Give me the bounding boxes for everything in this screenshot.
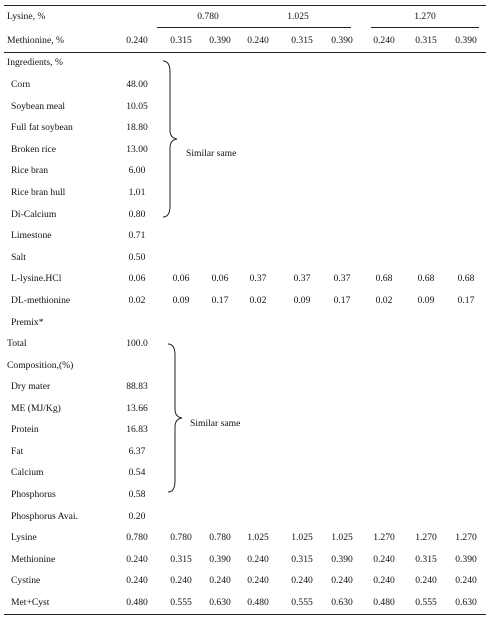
row-value: 0.09 bbox=[293, 295, 311, 306]
row-label: Full fat soybean bbox=[11, 122, 73, 134]
composition-section-label: Composition,(%) bbox=[7, 360, 74, 371]
lysine-header-label: Lysine, % bbox=[7, 11, 46, 22]
row-label: Phosphorus Avai. bbox=[11, 510, 78, 522]
row-value: 0.17 bbox=[333, 295, 351, 306]
row-value: 0.37 bbox=[293, 273, 311, 285]
row-value: 1.025 bbox=[331, 532, 353, 544]
row-value: 0.240 bbox=[247, 553, 269, 565]
row-label: Dry mater bbox=[11, 381, 51, 392]
row-value: 48.00 bbox=[126, 79, 148, 90]
row-value: 13.66 bbox=[126, 402, 148, 414]
row-value: 0.240 bbox=[170, 575, 192, 587]
row-value: 1.025 bbox=[247, 532, 269, 544]
table-top-rule bbox=[4, 5, 486, 6]
row-value: 16.83 bbox=[126, 424, 148, 436]
row-label: DL-methionine bbox=[11, 295, 71, 306]
row-value: 0.780 bbox=[209, 532, 231, 544]
row-value: 0.315 bbox=[291, 553, 313, 565]
methionine-level-cell: 0.315 bbox=[170, 35, 192, 46]
row-value: 0.37 bbox=[333, 273, 351, 285]
row-value: 6.00 bbox=[128, 165, 146, 177]
row-label: Calcium bbox=[11, 467, 44, 479]
row-value: 0.240 bbox=[126, 553, 148, 565]
row-value: 0.480 bbox=[373, 597, 395, 608]
row-value: 0.780 bbox=[170, 532, 192, 544]
row-value: 0.02 bbox=[128, 295, 146, 306]
row-value: 0.480 bbox=[247, 597, 269, 608]
methionine-level-cell: 0.390 bbox=[455, 35, 477, 46]
row-label: Protein bbox=[11, 424, 39, 436]
row-value: 1.01 bbox=[128, 187, 146, 198]
row-label: Limestone bbox=[11, 230, 52, 242]
row-label: Methionine bbox=[11, 553, 56, 565]
row-value: 0.54 bbox=[128, 467, 146, 479]
row-value: 0.240 bbox=[331, 575, 353, 587]
row-value: 1.270 bbox=[455, 532, 477, 544]
row-value: 0.240 bbox=[373, 575, 395, 587]
methionine-level-cell: 0.390 bbox=[331, 35, 353, 46]
row-value: 0.02 bbox=[249, 295, 267, 306]
lysine-group-rule-3 bbox=[371, 27, 479, 28]
row-value: 0.630 bbox=[455, 597, 477, 608]
row-value: 18.80 bbox=[126, 122, 148, 134]
row-value: 0.68 bbox=[457, 273, 475, 285]
total-value: 100.0 bbox=[126, 338, 148, 349]
row-value: 0.390 bbox=[209, 553, 231, 565]
row-value: 0.71 bbox=[128, 230, 146, 242]
lysine-level-3: 1.270 bbox=[414, 11, 436, 22]
lysine-level-1: 0.780 bbox=[197, 11, 219, 22]
row-value: 0.630 bbox=[331, 597, 353, 608]
row-label: Soybean meal bbox=[11, 100, 66, 112]
methionine-level-cell: 0.390 bbox=[209, 35, 231, 46]
row-value: 0.555 bbox=[170, 597, 192, 608]
composition-brace bbox=[165, 343, 185, 493]
row-value: 0.480 bbox=[126, 597, 148, 608]
row-value: 0.20 bbox=[128, 510, 146, 522]
row-label: Di-Calcium bbox=[11, 208, 57, 220]
ingredients-brace bbox=[160, 60, 180, 218]
row-value: 0.02 bbox=[375, 295, 393, 306]
row-value: 0.68 bbox=[375, 273, 393, 285]
composition-note: Similar same bbox=[190, 418, 241, 429]
row-value: 0.315 bbox=[170, 553, 192, 565]
row-label: Premix* bbox=[11, 316, 44, 328]
row-value: 0.555 bbox=[415, 597, 437, 608]
row-value: 1.270 bbox=[373, 532, 395, 544]
header-bottom-rule bbox=[4, 52, 486, 53]
row-label: Fat bbox=[11, 445, 24, 457]
row-value: 0.09 bbox=[417, 295, 435, 306]
row-value: 0.630 bbox=[209, 597, 231, 608]
row-value: 0.390 bbox=[331, 553, 353, 565]
row-value: 0.09 bbox=[172, 295, 190, 306]
table-bottom-rule bbox=[4, 614, 486, 615]
methionine-level-cell: 0.240 bbox=[126, 35, 148, 46]
row-value: 0.555 bbox=[291, 597, 313, 608]
row-value: 13.00 bbox=[126, 143, 148, 155]
lysine-group-rule-2 bbox=[246, 27, 351, 28]
row-value: 0.390 bbox=[455, 553, 477, 565]
row-label: Met+Cyst bbox=[11, 597, 50, 608]
row-value: 0.240 bbox=[291, 575, 313, 587]
methionine-level-cell: 0.240 bbox=[373, 35, 395, 46]
row-label: Salt bbox=[11, 251, 26, 263]
row-value: 0.240 bbox=[209, 575, 231, 587]
row-label: L-lysine.HCl bbox=[11, 273, 62, 285]
row-value: 88.83 bbox=[126, 381, 148, 392]
row-value: 0.80 bbox=[128, 208, 146, 220]
row-value: 0.37 bbox=[249, 273, 267, 285]
row-value: 0.58 bbox=[128, 489, 146, 500]
row-value: 6.37 bbox=[128, 445, 146, 457]
row-label: Rice bran bbox=[11, 165, 49, 177]
row-value: 0.240 bbox=[455, 575, 477, 587]
row-label: Corn bbox=[11, 79, 31, 90]
methionine-header-label: Methionine, % bbox=[7, 35, 65, 46]
row-label: Rice bran hull bbox=[11, 187, 66, 198]
row-value: 1.025 bbox=[291, 532, 313, 544]
total-label: Total bbox=[7, 338, 27, 349]
row-value: 10.05 bbox=[126, 100, 148, 112]
row-label: Cystine bbox=[11, 575, 41, 587]
ingredients-section-label: Ingredients, % bbox=[7, 57, 63, 68]
ingredients-note: Similar same bbox=[186, 148, 237, 159]
row-value: 0.17 bbox=[457, 295, 475, 306]
row-value: 0.240 bbox=[415, 575, 437, 587]
row-value: 0.17 bbox=[211, 295, 229, 306]
row-value: 0.06 bbox=[172, 273, 190, 285]
row-value: 0.240 bbox=[247, 575, 269, 587]
row-value: 0.780 bbox=[126, 532, 148, 544]
row-value: 0.50 bbox=[128, 251, 146, 263]
row-label: Broken rice bbox=[11, 143, 57, 155]
row-value: 0.240 bbox=[126, 575, 148, 587]
row-value: 0.315 bbox=[415, 553, 437, 565]
methionine-level-cell: 0.315 bbox=[415, 35, 437, 46]
row-value: 0.240 bbox=[373, 553, 395, 565]
row-label: Lysine bbox=[11, 532, 37, 544]
row-value: 0.06 bbox=[128, 273, 146, 285]
row-value: 0.68 bbox=[417, 273, 435, 285]
methionine-level-cell: 0.240 bbox=[247, 35, 269, 46]
methionine-level-cell: 0.315 bbox=[291, 35, 313, 46]
row-value: 1.270 bbox=[415, 532, 437, 544]
lysine-level-2: 1.025 bbox=[287, 11, 309, 22]
row-label: Phosphorus bbox=[11, 489, 56, 500]
row-value: 0.06 bbox=[211, 273, 229, 285]
row-label: ME (MJ/Kg) bbox=[11, 402, 61, 414]
